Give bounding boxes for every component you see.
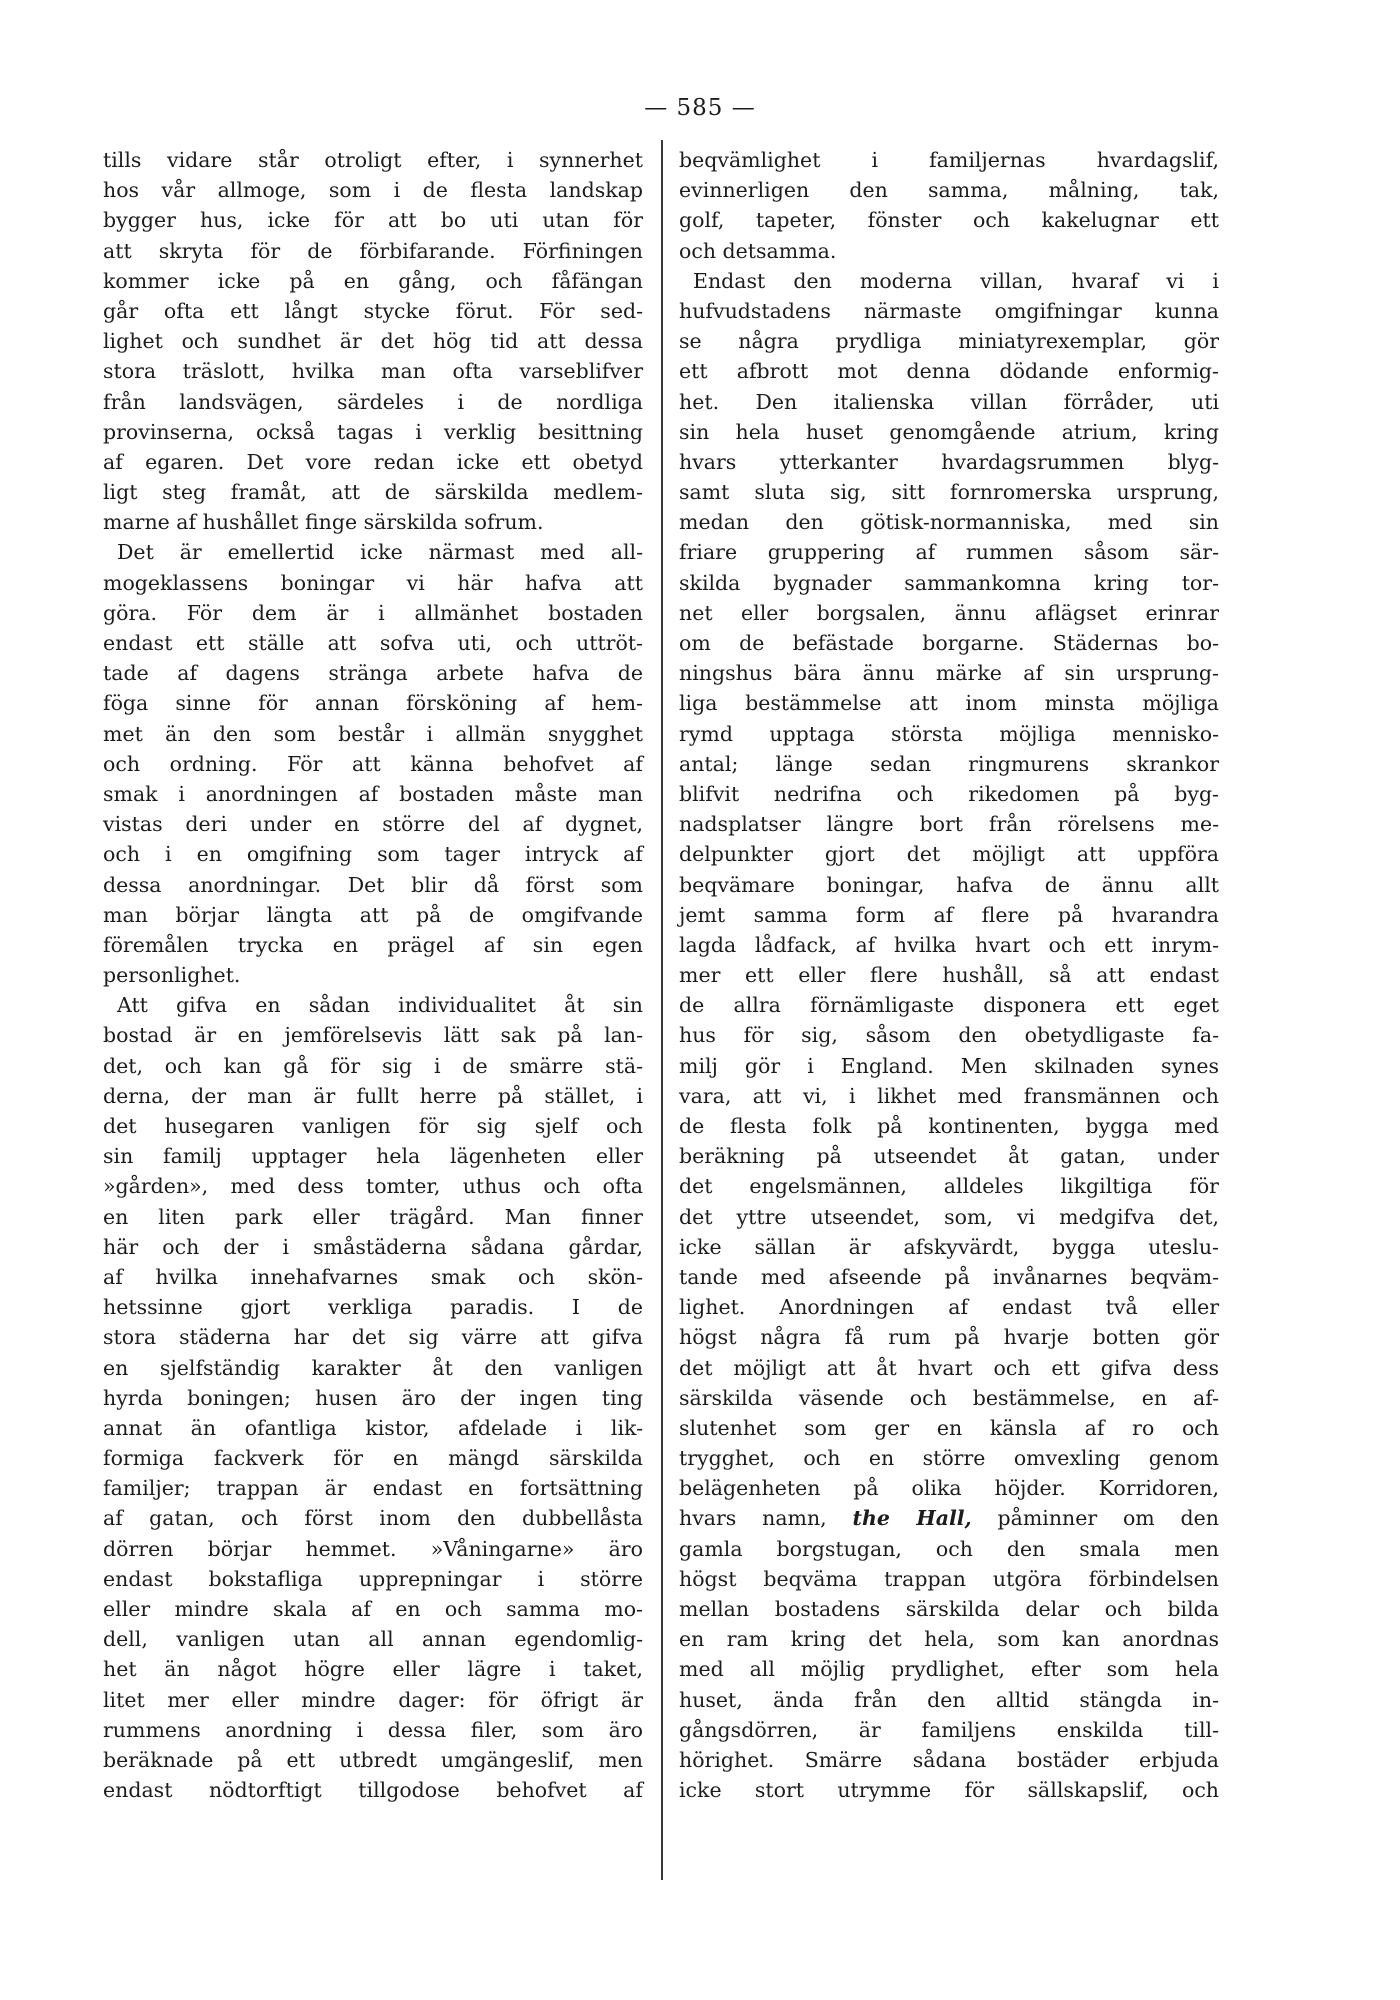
text-line: endast nödtorftigt tillgodose behofvet af: [103, 1778, 643, 1803]
text-line: dessa anordningar. Det blir då först som: [103, 872, 643, 897]
text-line: provinserna, också tagas i verklig besittning: [103, 419, 643, 444]
text-line: trygghet, och en större omvexling genom: [679, 1446, 1219, 1471]
text-line: dell, vanligen utan all annan egendomlig-: [103, 1627, 643, 1652]
text-line: het. Den italienska villan förråder, uti: [679, 389, 1219, 414]
text-line: ett afbrott mot denna dödande enformig-: [679, 359, 1219, 384]
text-line: man börjar längta att på de omgifvande: [103, 902, 643, 927]
text-line: hus för sig, såsom den obetydligaste fa-: [679, 1023, 1219, 1048]
text-line: hetssinne gjort verkliga paradis. I de: [103, 1295, 643, 1320]
text-line: ningshus bära ännu märke af sin ursprung-: [679, 661, 1219, 686]
text-line: mogeklassens boningar vi här hafva att: [103, 570, 643, 595]
text-line: och detsamma.: [679, 238, 837, 263]
left-column: [103, 145, 643, 1805]
text-line: marne af hushållet finge särskilda sofrum.: [103, 510, 544, 535]
text-line: föremålen trycka en prägel af sin egen: [103, 932, 643, 957]
text-line: göra. För dem är i allmänhet bostaden: [103, 600, 643, 625]
text-line: endast ett ställe att sofva uti, och uttröt-: [103, 631, 643, 655]
text-line: Att gifva en sådan individualitet åt sin: [117, 993, 643, 1018]
text-line: skilda bygnader sammankomna kring tor-: [679, 570, 1219, 595]
text-line: evinnerligen den samma, målning, tak,: [679, 178, 1219, 203]
text-line: derna, der man är fullt herre på stället, i: [103, 1083, 643, 1108]
text-line: och i en omgifning som tager intryck af: [103, 842, 643, 867]
text-line: endast bokstafliga upprepningar i större: [103, 1566, 643, 1591]
text-line: annat än ofantliga kistor, afdelade i lik-: [103, 1415, 643, 1440]
text-line: särskilda väsende och bestämmelse, en af-: [679, 1385, 1219, 1410]
text-line: rymd upptaga största möjliga mennisko-: [679, 721, 1219, 746]
text-line: kommer icke på en gång, och fåfängan: [103, 268, 643, 293]
text-line: en liten park eller trägård. Man finner: [103, 1204, 643, 1229]
text-line: tande med afseende på invånarnes beqväm-: [679, 1264, 1219, 1289]
text-line: af egaren. Det vore redan icke ett obetyd: [103, 449, 643, 474]
text-line: stora städerna har det sig värre att gifva: [103, 1325, 643, 1350]
text-line: medan den götisk-normanniska, med sin: [679, 510, 1219, 535]
text-line: det yttre utseendet, som, vi medgifva det,: [679, 1204, 1219, 1229]
text-line: lighet. Anordningen af endast två eller: [679, 1295, 1219, 1320]
text-line: bygger hus, icke för att bo uti utan för: [103, 208, 643, 233]
text-line: mer ett eller flere hushåll, så att endast: [679, 963, 1219, 988]
text-line: högst några få rum på hvarje botten gör: [679, 1325, 1219, 1350]
text-line: stora träslott, hvilka man ofta varseblifver: [103, 359, 643, 384]
text-line: bostad är en jemförelsevis lätt sak på lan-: [103, 1023, 643, 1048]
text-line: litet mer eller mindre dager: för öfrigt är: [103, 1687, 643, 1712]
text-line: friare gruppering af rummen såsom sär-: [679, 540, 1219, 565]
text-line: net eller borgsalen, ännu aflägset erinrar: [679, 600, 1219, 625]
text-line: högst beqväma trappan utgöra förbindelsen: [679, 1566, 1219, 1591]
text-line: från landsvägen, särdeles i de nordliga: [103, 389, 643, 414]
text-line: vara, att vi, i likhet med fransmännen och: [679, 1083, 1219, 1108]
text-line: de flesta folk på kontinenten, bygga med: [679, 1114, 1219, 1138]
text-line: hvars ytterkanter hvardagsrummen blyg-: [679, 449, 1219, 474]
text-line: lagda lådfack, af hvilka hvart och ett inrym-: [679, 932, 1219, 957]
text-line: Endast den moderna villan, hvaraf vi i: [693, 268, 1219, 293]
text-line: het än något högre eller lägre i taket,: [103, 1657, 643, 1682]
text-line: eller mindre skala af en och samma mo-: [103, 1597, 643, 1621]
text-line: hörighet. Smärre sådana bostäder erbjuda: [679, 1747, 1219, 1772]
text-line: golf, tapeter, fönster och kakelugnar ett: [679, 208, 1219, 233]
text-line: beräkning på utseendet åt gatan, under: [679, 1144, 1219, 1169]
text-line: delpunkter gjort det möjligt att uppföra: [679, 842, 1219, 867]
text-segment: påminner om den: [971, 1506, 1219, 1531]
text-line: af gatan, och först inom den dubbellåsta: [103, 1506, 643, 1531]
text-line: om de befästade borgarne. Städernas bo-: [679, 631, 1219, 655]
page-number: — 585 —: [644, 95, 756, 121]
text-line: tills vidare står otroligt efter, i synnerhet: [103, 148, 643, 172]
text-line: personlighet.: [103, 963, 241, 988]
right-column: [679, 145, 1219, 1805]
text-line: en sjelfständig karakter åt den vanligen: [103, 1355, 643, 1380]
text-line: samt sluta sig, sitt fornromerska ursprung,: [679, 480, 1219, 505]
text-line: beqvämare boningar, hafva de ännu allt: [679, 872, 1219, 897]
text-line: huset, ända från den alltid stängda in-: [679, 1687, 1219, 1712]
text-line: milj gör i England. Men skilnaden synes: [679, 1053, 1219, 1078]
text-line: met än den som består i allmän snygghet: [103, 721, 643, 746]
text-line: här och der i småstäderna sådana gårdar,: [103, 1234, 643, 1259]
text-line: lighet och sundhet är det hög tid att dessa: [103, 329, 643, 354]
text-line-with-emphasis: [679, 1503, 1219, 1533]
text-line: hyrda boningen; husen äro der ingen ting: [103, 1385, 643, 1410]
text-line: det husegaren vanligen för sig sjelf och: [103, 1114, 643, 1138]
text-line: se några prydliga miniatyrexemplar, gör: [679, 329, 1219, 354]
text-line: nadsplatser längre bort från rörelsens me-: [679, 812, 1219, 837]
text-line: ligt steg framåt, att de särskilda medlem-: [103, 480, 643, 505]
text-line: att skryta för de förbifarande. Förfiningen: [103, 238, 643, 263]
text-line: hos vår allmoge, som i de flesta landskap: [103, 178, 643, 203]
text-line: det engelsmännen, alldeles likgiltiga för: [679, 1174, 1219, 1199]
text-line: familjer; trappan är endast en fortsättning: [103, 1476, 643, 1501]
text-line: hufvudstadens närmaste omgifningar kunna: [679, 298, 1219, 323]
text-line: en ram kring det hela, som kan anordnas: [679, 1627, 1219, 1652]
text-line: de allra förnämligaste disponera ett eget: [679, 993, 1219, 1018]
text-line: antal; länge sedan ringmurens skrankor: [679, 751, 1219, 776]
text-line: jemt samma form af flere på hvarandra: [679, 902, 1219, 927]
text-line: vistas deri under en större del af dygnet,: [103, 812, 643, 837]
text-line: mellan bostadens särskilda delar och bilda: [679, 1597, 1219, 1621]
text-line: slutenhet som ger en känsla af ro och: [679, 1415, 1219, 1440]
text-line: med all möjlig prydlighet, efter som hela: [679, 1657, 1219, 1682]
text-line: föga sinne för annan försköning af hem-: [103, 691, 643, 716]
text-line: går ofta ett långt stycke förut. För sed-: [103, 298, 643, 323]
text-segment: hvars namn,: [679, 1506, 853, 1531]
text-line: »gården», med dess tomter, uthus och ofta: [103, 1174, 643, 1199]
text-line: belägenheten på olika höjder. Korridoren,: [679, 1476, 1219, 1501]
text-line: Det är emellertid icke närmast med all-: [117, 540, 643, 565]
text-line: beqvämlighet i familjernas hvardagslif,: [679, 148, 1219, 172]
text-line: smak i anordningen af bostaden måste man: [103, 781, 643, 806]
text-line: formiga fackverk för en mängd särskilda: [103, 1446, 643, 1471]
text-line: beräknade på ett utbredt umgängeslif, men: [103, 1747, 643, 1772]
text-line: blifvit nedrifna och rikedomen på byg-: [679, 781, 1219, 806]
text-line: det möjligt att åt hvart och ett gifva dess: [679, 1355, 1219, 1380]
text-line: icke sällan är afskyvärdt, bygga uteslu-: [679, 1234, 1219, 1259]
text-line: liga bestämmelse att inom minsta möjliga: [679, 691, 1219, 716]
text-line: rummens anordning i dessa filer, som äro: [103, 1717, 643, 1742]
text-line: gamla borgstugan, och den smala men: [679, 1536, 1219, 1561]
text-line: tade af dagens stränga arbete hafva de: [103, 661, 643, 686]
text-line: sin hela huset genomgående atrium, kring: [679, 419, 1219, 444]
column-divider: [661, 140, 663, 1880]
text-line: dörren börjar hemmet. »Våningarne» äro: [103, 1536, 643, 1561]
text-line: det, och kan gå för sig i de smärre stä-: [103, 1053, 643, 1078]
text-line: gångsdörren, är familjens enskilda till-: [679, 1717, 1219, 1742]
emphasis-the-hall: the Hall,: [852, 1506, 972, 1531]
text-line: icke stort utrymme för sällskapslif, och: [679, 1778, 1219, 1803]
text-line: af hvilka innehafvarnes smak och skön-: [103, 1264, 643, 1289]
text-line: och ordning. För att känna behofvet af: [103, 751, 643, 776]
text-line: sin familj upptager hela lägenheten eller: [103, 1144, 643, 1169]
